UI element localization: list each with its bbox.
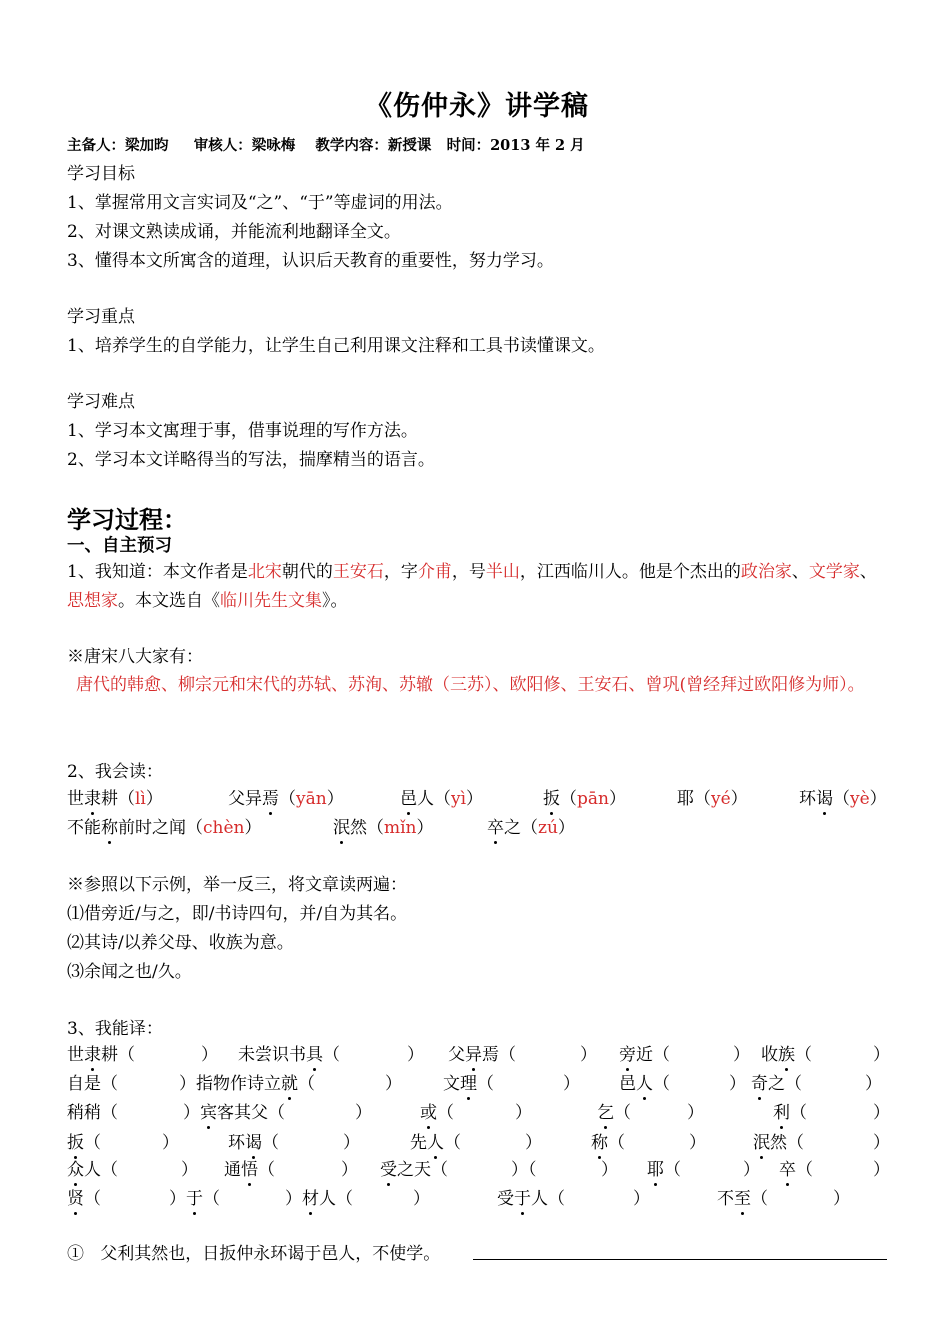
example-item: ⑶余闻之也/久。 (67, 962, 192, 982)
translate-item: ） (601, 1160, 618, 1180)
difficult-item: 2、学习本文详略得当的写法，揣摩精当的语言。 (67, 450, 435, 470)
translate-row (67, 1069, 887, 1095)
translate-item: 或（ (420, 1098, 454, 1123)
translate-item: ） (633, 1189, 650, 1209)
translate-item: 乞（ (597, 1098, 631, 1123)
document-title: 《伤仲永》讲学稿 (365, 91, 589, 122)
translate-item: 耶（ (647, 1155, 681, 1180)
reading-item: 泯然（mǐn） (333, 813, 434, 838)
translate-item: ） (865, 1074, 882, 1094)
translate-item: 世隶耕（ (67, 1040, 135, 1065)
translate-item: 众人（ (67, 1155, 118, 1180)
translate-item: ）宾客其父（ (183, 1098, 285, 1123)
translate-heading: 3、我能译： (67, 1019, 163, 1039)
answer-author: 王安石 (332, 562, 384, 582)
example-heading: ※参照以下示例，举一反三，将文章读两遍： (67, 875, 407, 895)
translate-item: 文理（ (443, 1069, 494, 1094)
translate-item: 先人（ (410, 1128, 461, 1153)
example-item: ⑵其诗/以养父母、收族为意。 (67, 933, 294, 953)
answer-blank-line[interactable] (473, 1259, 887, 1260)
section-heading-preview: 一、自主预习 (67, 536, 172, 556)
translate-item: 受之天（ (380, 1155, 448, 1180)
translate-item: 扳（ (67, 1128, 101, 1153)
translate-row (67, 1040, 890, 1066)
reading-item: 环谒（yè） (799, 784, 887, 809)
translate-item: 贤（ (67, 1184, 101, 1209)
translate-item: 自是（ (67, 1074, 118, 1094)
translate-item: 父异焉（ (448, 1040, 516, 1065)
process-heading: 学习过程： (67, 505, 187, 534)
reading-item: 耶（yé） (677, 789, 748, 809)
reading-item: 世隶耕（lì） (67, 784, 163, 809)
translate-item: ） (407, 1045, 424, 1065)
translate-item: 利（ (773, 1098, 807, 1123)
translate-item: 收族（ (761, 1040, 812, 1065)
goal-item: 2、对课文熟读成诵，并能流利地翻译全文。 (67, 222, 401, 242)
translate-row (67, 1155, 890, 1181)
translate-item: ） (341, 1160, 358, 1180)
translate-item: ） (729, 1074, 746, 1094)
translate-item: ） (743, 1160, 760, 1180)
translate-item: ） (873, 1160, 890, 1180)
answer-dynasty: 北宋 (247, 562, 282, 582)
translate-item: ） (733, 1045, 750, 1065)
translate-item: 泯然（ (753, 1128, 804, 1153)
translate-row (67, 1184, 887, 1210)
translate-row (67, 1128, 890, 1154)
translate-item: ） (689, 1133, 706, 1153)
reading-row (67, 813, 887, 839)
difficult-item: 1、学习本文寓理于事，借事说理的写作方法。 (67, 421, 418, 441)
translate-item: ） (873, 1045, 890, 1065)
answer-role: 思想家 (67, 591, 118, 611)
goal-item: 3、懂得本文所寓含的道理，认识后天教育的重要性，努力学习。 (67, 251, 554, 271)
answer-role: 文学家 (808, 562, 860, 582)
translate-item: 旁近（ (619, 1040, 670, 1065)
translate-item: ） (343, 1133, 360, 1153)
translate-item: ）于（ (169, 1184, 220, 1209)
translate-item: ） (515, 1103, 532, 1123)
key-heading: 学习重点 (67, 307, 135, 327)
answer-courtesy-name: 介甫 (417, 562, 452, 582)
translate-item: ） (873, 1103, 890, 1123)
translate-item: ）（ (511, 1160, 537, 1180)
translate-item: ） (833, 1189, 850, 1209)
translate-item: ）材人（ (285, 1184, 353, 1209)
translate-item: 称（ (591, 1128, 625, 1153)
translate-item: ） (873, 1133, 890, 1153)
translate-row (67, 1098, 890, 1124)
answer-art-name: 半山 (485, 562, 520, 582)
translate-sentence (67, 1241, 440, 1267)
translate-item: ） (580, 1045, 597, 1065)
translate-item: 环谒（ (228, 1128, 279, 1153)
translate-item: ）指物作诗立就（ (179, 1069, 315, 1094)
reading-item: 扳（pān） (543, 784, 626, 809)
translate-item: 稍稍（ (67, 1103, 118, 1123)
reading-item: 卒之（zú） (487, 813, 575, 838)
translate-item: ） (162, 1133, 179, 1153)
translate-item: 不至（ (717, 1184, 768, 1209)
translate-item: ） (525, 1133, 542, 1153)
translate-item: 通悟（ (224, 1155, 275, 1180)
reading-heading: 2、我会读： (67, 762, 163, 782)
goal-item: 1、掌握常用文言实词及“之”、“于”等虚词的用法。 (67, 193, 453, 213)
tang-song-answer: 唐代的韩愈、柳宗元和宋代的苏轼、苏洵、苏辙（三苏）、欧阳修、王安石、曾巩(曾经拜过欧阳修为师）。 (76, 675, 865, 695)
reading-item: 不能称前时之闻（chèn） (67, 813, 261, 838)
key-item: 1、培养学生的自学能力，让学生自己利用课文注释和工具书读懂课文。 (67, 336, 605, 356)
translate-item: ） (181, 1160, 198, 1180)
translate-item: ） (385, 1074, 402, 1094)
answer-collection: 临川先生文集 (220, 591, 322, 611)
translate-item: ） (201, 1045, 218, 1065)
translate-item: ） (563, 1074, 580, 1094)
translate-item: ） (687, 1103, 704, 1123)
sentence-number: ① (67, 1244, 84, 1264)
tang-song-heading: ※唐宋八大家有： (67, 647, 203, 667)
translate-item: 受于人（ (497, 1184, 565, 1209)
translate-item: 未尝识书具（ (238, 1040, 340, 1065)
answer-role: 政治家 (740, 562, 792, 582)
translate-item: 奇之（ (751, 1069, 802, 1094)
difficult-heading: 学习难点 (67, 392, 135, 412)
reading-item: 父异焉（yān） (228, 784, 344, 809)
reading-item: 邑人（yì） (400, 784, 483, 809)
translate-item: ） (413, 1189, 430, 1209)
translate-item: 卒（ (779, 1155, 813, 1180)
example-item: ⑴借旁近/与之，即/书诗四句，并/自为其名。 (67, 904, 408, 924)
author-paragraph: 1、我知道：本文作者是北宋朝代的王安石，字介甫，号半山，江西临川人。他是个杰出的政治家、文学家、思想家。本文选自《临川先生文集》。 (67, 562, 877, 611)
translate-item: ） (355, 1103, 372, 1123)
reading-row (67, 784, 887, 810)
goals-heading: 学习目标 (67, 164, 135, 184)
translate-item: 邑人（ (619, 1069, 670, 1094)
sentence-text: 父利其然也，日扳仲永环谒于邑人，不使学。 (100, 1244, 441, 1264)
document-meta: 主备人：梁加昀 审核人：梁咏梅 教学内容：新授课 时间：2013 年 2 月 (67, 137, 585, 154)
